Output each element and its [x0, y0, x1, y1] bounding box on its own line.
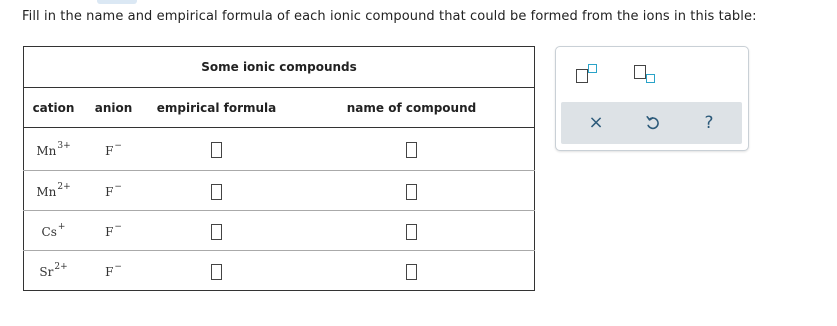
name-input[interactable]: [406, 224, 417, 240]
subscript-box: [646, 74, 655, 83]
name-cell: [289, 171, 535, 211]
cation-charge: 2+: [54, 262, 68, 272]
anion-cell: [83, 211, 144, 251]
cation-cell: [24, 211, 84, 251]
cation-symbol: Mn: [36, 143, 57, 158]
anion-charge: −: [114, 140, 122, 151]
cation-symbol: Cs: [41, 225, 57, 239]
formula-cell: [144, 128, 289, 171]
anion-cell: [83, 128, 144, 171]
table-row: [24, 128, 535, 171]
toolbox-action-bar: [561, 102, 742, 144]
anion-cell: [83, 171, 144, 211]
anion-symbol: F: [105, 265, 114, 279]
table-row: [24, 251, 535, 291]
anion-charge: −: [114, 222, 122, 232]
anion-charge: −: [114, 182, 122, 192]
cation-cell: [24, 128, 84, 171]
column-header-name: name of compound: [289, 88, 535, 128]
name-input[interactable]: [406, 142, 417, 158]
table-caption: Some ionic compounds: [24, 47, 535, 88]
formula-input[interactable]: [211, 264, 222, 280]
clear-button[interactable]: ×: [588, 112, 604, 133]
anion-symbol: F: [105, 225, 114, 239]
cation-charge: 2+: [57, 182, 71, 192]
cation-cell: [24, 251, 84, 291]
instructions-text: Fill in the name and empirical formula of each ionic compound that could be formed from the ions in this table:: [22, 9, 757, 24]
anion-ion: [105, 262, 122, 279]
help-button[interactable]: ?: [704, 113, 714, 133]
name-cell: [289, 211, 535, 251]
undo-icon: [641, 111, 665, 135]
cation-cell: [24, 171, 84, 211]
cation-ion: [36, 141, 70, 158]
base-box: [576, 69, 588, 83]
undo-button[interactable]: [641, 111, 665, 135]
base-box: [634, 65, 646, 79]
table-row: [24, 211, 535, 251]
name-input[interactable]: [406, 184, 417, 200]
table-row: [24, 171, 535, 211]
anion-symbol: F: [105, 143, 114, 158]
column-header-anion: anion: [83, 88, 144, 128]
anion-charge: −: [114, 262, 122, 272]
formula-input[interactable]: [211, 142, 222, 158]
cation-ion: [39, 262, 67, 279]
cation-ion: [36, 182, 70, 199]
cation-symbol: Sr: [39, 265, 54, 279]
column-header-formula: empirical formula: [144, 88, 289, 128]
cation-charge: +: [57, 222, 66, 232]
subscript-box-icon[interactable]: [634, 63, 658, 85]
name-cell: [289, 128, 535, 171]
formula-cell: [144, 171, 289, 211]
cation-symbol: Mn: [36, 185, 57, 199]
formula-input[interactable]: [211, 184, 222, 200]
formula-cell: [144, 251, 289, 291]
cation-ion: [42, 222, 66, 239]
name-cell: [289, 251, 535, 291]
anion-ion: [105, 182, 122, 199]
anion-ion: [105, 222, 122, 239]
cation-charge: 3+: [57, 140, 71, 151]
name-input[interactable]: [406, 264, 417, 280]
anion-ion: [105, 141, 122, 158]
anion-cell: [83, 251, 144, 291]
formula-toolbox: [555, 46, 749, 151]
superscript-box: [588, 64, 597, 73]
anion-symbol: F: [105, 185, 114, 199]
formula-input[interactable]: [211, 224, 222, 240]
column-header-cation: cation: [24, 88, 84, 128]
superscript-box-icon[interactable]: [576, 63, 600, 85]
formula-cell: [144, 211, 289, 251]
ionic-compounds-table: [23, 46, 535, 291]
top-tab-indicator: [97, 0, 137, 4]
